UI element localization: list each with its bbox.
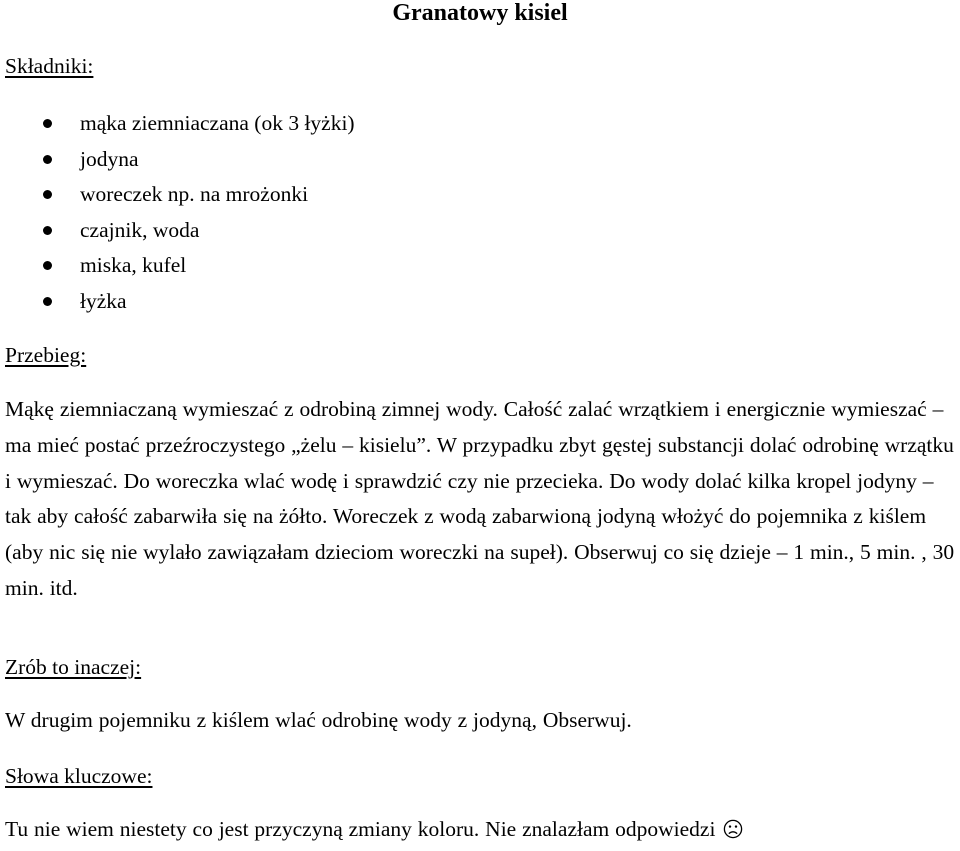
list-item xyxy=(0,213,355,249)
list-item xyxy=(0,248,355,284)
keywords-heading: Słowa kluczowe: xyxy=(5,764,153,788)
bullet-icon xyxy=(43,226,52,235)
list-item xyxy=(0,177,355,213)
procedure-text: Mąkę ziemniaczaną wymieszać z odrobiną zimnej wody. Całość zalać wrzątkiem i energicznie wymieszać – ma mieć postać przeźroczystego „żelu – kisielu”. W przypadku zbyt gęstej substancji dolać odrobinę wrzątku i wymieszać. Do woreczka wlać wodę i sprawdzić czy nie przecieka. Do wody dolać kilka kropel jodyny – tak aby całość zabarwiła się na żółto. Woreczek z wodą zabarwioną jodyną włożyć do pojemnika z kiślem (aby nic się nie wylało zawiązałam dzieciom woreczki na supeł). Obserwuj co się dzieje – 1 min., 5 min. , 30 min. itd. xyxy=(5,397,955,600)
bullet-icon xyxy=(43,155,52,164)
procedure-heading: Przebieg: xyxy=(5,343,87,367)
ingredients-heading: Składniki: xyxy=(5,54,94,78)
bullet-icon xyxy=(43,119,52,128)
bullet-icon xyxy=(43,261,52,270)
ingredients-list xyxy=(0,106,355,319)
sad-face-icon xyxy=(723,815,743,851)
bullet-icon xyxy=(43,190,52,199)
list-item-text: czajnik, woda xyxy=(80,217,200,242)
list-item-text: miska, kufel xyxy=(80,253,187,277)
alternative-heading: Zrób to inaczej: xyxy=(5,655,142,679)
keywords-text: Tu nie wiem niestety co jest przyczyną zmiany koloru. Nie znalazłam odpowiedzi xyxy=(5,817,716,841)
document-title: Granatowy kisiel xyxy=(392,0,568,26)
list-item xyxy=(0,284,355,320)
list-item xyxy=(0,142,355,178)
list-item-text: mąka ziemniaczana (ok 3 łyżki) xyxy=(80,111,355,135)
list-item-text: łyżka xyxy=(80,288,127,313)
list-item-text: woreczek np. na mrożonki xyxy=(80,182,309,206)
alternative-text: W drugim pojemniku z kiślem wlać odrobinę wody z jodyną, Obserwuj. xyxy=(5,708,632,732)
bullet-icon xyxy=(43,297,52,306)
list-item-text: jodyna xyxy=(80,146,139,171)
keywords-paragraph xyxy=(5,812,955,851)
list-item xyxy=(0,106,355,142)
